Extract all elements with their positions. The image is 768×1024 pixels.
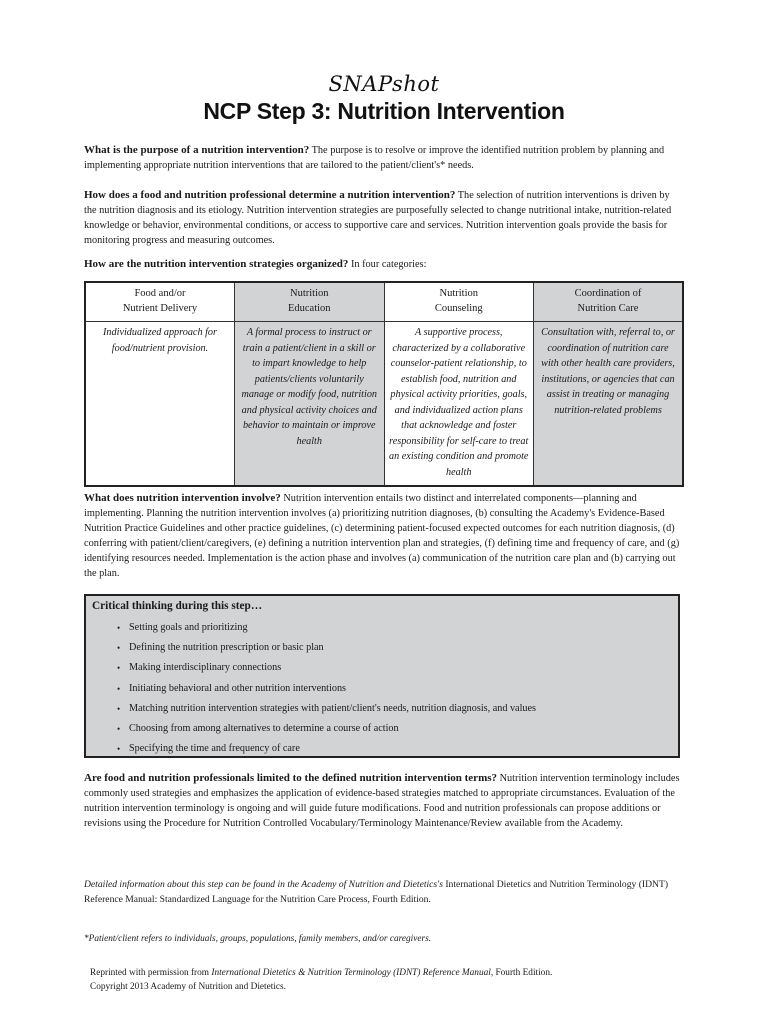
bullet-icon: • [117, 703, 121, 714]
reprint-prefix: Reprinted with permission from [90, 968, 212, 978]
column-header-education [235, 282, 385, 322]
bullet-icon: • [117, 683, 121, 694]
organized-question: How are the nutrition intervention strategies organized? [84, 258, 349, 270]
determine-answer: The selection of nutrition interventions is driven by the nutrition diagnosis and its etiology. Nutrition intervention strategies are purposefully selected to change nutritional intake, nutrition-related knowledge or behavior, environmental conditions, or access to supportive care and services. Nutrition intervention goals provide the basis for monitoring progress and measuring outcomes. [84, 190, 672, 246]
list-item [117, 739, 536, 759]
organized-answer: In four categories: [348, 259, 427, 270]
reprint-line [90, 966, 552, 980]
list-item-text: Defining the nutrition prescription or basic plan [129, 642, 324, 654]
list-item-text: Initiating behavioral and other nutrition interventions [129, 682, 346, 694]
reprint-notice [90, 966, 552, 994]
cell-education-description: A formal process to instruct or train a patient/client in a skill or to impart knowledge to help patients/clients voluntarily manage or modify food, nutrition and physical activity choices and behavior to maintain or improve health [235, 322, 385, 487]
table-row [85, 322, 683, 487]
header-line: Food and/or [134, 288, 186, 299]
cell-coordination-description: Consultation with, referral to, or coordination of nutrition care with other health care providers, institutions, or agencies that can assist in treating or managing nutrition-related problems [534, 322, 684, 487]
bullet-icon: • [117, 723, 121, 734]
column-header-counseling [384, 282, 534, 322]
reprint-suffix: , Fourth Edition. [490, 968, 553, 978]
purpose-answer: The purpose is to resolve or improve the identified nutrition problem by planning and implementing appropriate nutrition interventions that are tailored to the patient/client's* needs. [84, 145, 665, 171]
intervention-categories-table [84, 281, 684, 487]
column-header-coordination [534, 282, 684, 322]
table-header-row [85, 282, 683, 322]
patient-client-footnote: *Patient/client refers to individuals, groups, populations, family members, and/or caregivers. [84, 934, 432, 944]
critical-thinking-list [117, 618, 536, 759]
list-item-text: Choosing from among alternatives to determine a course of action [129, 722, 399, 734]
copyright-line: Copyright 2013 Academy of Nutrition and Dietetics. [90, 982, 286, 992]
involve-question: What does nutrition intervention involve? [84, 492, 281, 504]
bullet-icon: • [117, 643, 121, 654]
involve-paragraph [84, 491, 684, 581]
column-header-food-delivery [85, 282, 235, 322]
header-line: Nutrition [290, 288, 329, 299]
list-item [117, 618, 536, 638]
reprint-title: International Dietetics & Nutrition Terminology (IDNT) Reference Manual [211, 968, 491, 978]
organized-paragraph [84, 257, 684, 272]
snapshot-label: SNAPshot [328, 72, 440, 96]
critical-thinking-heading: Critical thinking during this step… [92, 600, 263, 612]
list-item [117, 679, 536, 699]
limited-question: Are food and nutrition professionals limited to the defined nutrition intervention terms? [84, 772, 498, 784]
page-title: NCP Step 3: Nutrition Intervention [203, 98, 565, 124]
header-line: Nutrition Care [577, 303, 639, 314]
list-item-text: Specifying the time and frequency of care [129, 743, 300, 755]
header-line: Coordination of [574, 288, 642, 299]
limited-paragraph [84, 771, 684, 831]
cell-food-delivery-description: Individualized approach for food/nutrient provision. [85, 322, 235, 487]
header-line: Counseling [434, 303, 483, 314]
header-line: Nutrient Delivery [122, 303, 198, 314]
detailed-info-italic: Detailed information about this step can be found in the Academy of Nutrition and Dietetics's [84, 879, 443, 890]
limited-answer: Nutrition intervention terminology includes commonly used strategies and emphasizes the application of evidence-based strategies matched to appropriate circumstances. Evaluation of the nutrition intervention terminology is ongoing and will guide future modifications. Food and nutrition professionals can propose additions or revisions using the Procedure for Nutrition Controlled Vocabulary/Terminology Maintenance/Review available from the Academy. [84, 773, 680, 829]
cell-counseling-description: A supportive process, characterized by a collaborative counselor-patient relationship, to establish food, nutrition and physical activity priorities, goals, and individualized action plans that acknowledge and foster responsibility for self-care to treat an existing condition and promote health [384, 322, 534, 487]
detailed-info-normal: International Dietetics and Nutrition Terminology (IDNT) Reference Manual: Standardized Language for the Nutrition Care Process, Fourth Edition. [84, 879, 669, 905]
determine-paragraph [84, 188, 684, 248]
list-item [117, 658, 536, 678]
list-item [117, 638, 536, 658]
header-line: Nutrition [439, 288, 478, 299]
bullet-icon: • [117, 623, 121, 633]
detailed-info-paragraph [84, 877, 684, 907]
bullet-icon: • [117, 663, 121, 674]
purpose-question: What is the purpose of a nutrition intervention? [84, 144, 310, 156]
involve-answer: Nutrition intervention entails two distinct and interrelated components—planning and implementing. Planning the nutrition intervention involves (a) prioritizing nutrition diagnoses, (b) consulting the Academy's Evidence-Based Nutrition Practice Guidelines and other practice guidelines, (c) determining patient-focused expected outcomes for each nutrition diagnosis, (d) conferring with patient/client/caregivers, (e) defining a nutrition intervention plan and strategies, (f) defining time and frequency of care, and (g) identifying resources needed. Implementation is the action phase and involves (a) communication of the nutrition care plan and (b) carrying out the plan. [84, 493, 680, 579]
determine-question: How does a food and nutrition professional determine a nutrition intervention? [84, 189, 456, 201]
list-item-text: Setting goals and prioritizing [129, 622, 248, 633]
list-item [117, 719, 536, 739]
list-item-text: Making interdisciplinary connections [129, 662, 282, 674]
list-item-text: Matching nutrition intervention strategies with patient/client's needs, nutrition diagnosis, and values [129, 702, 536, 714]
purpose-paragraph [84, 143, 684, 173]
bullet-icon: • [117, 744, 121, 755]
header-line: Education [287, 303, 331, 314]
critical-thinking-box [84, 594, 680, 758]
list-item [117, 699, 536, 719]
